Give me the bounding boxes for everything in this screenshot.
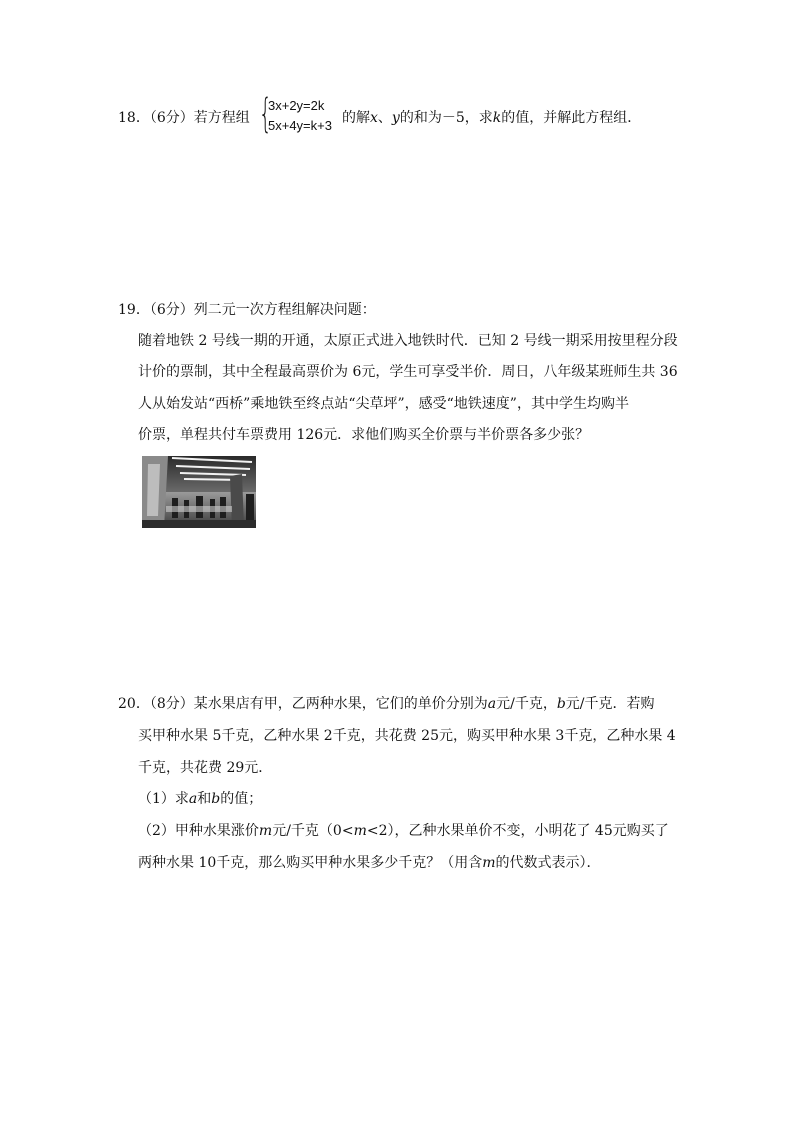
q19-title: 列二元一次方程组解决问题： xyxy=(193,302,376,318)
q19-header xyxy=(118,300,376,320)
q19-line-2: 计价的票制，其中全程最高票价为 6元，学生可享受半价．周日，八年级某班师生共 36 xyxy=(138,364,678,380)
q20-p3a: 两种水果 10千克，那么购买甲种水果多少千克？（用含 xyxy=(138,855,483,871)
q20-part-2 xyxy=(138,821,669,841)
q20-p1a: （1）求 xyxy=(138,791,189,807)
q18-tail-c: 的值，并解此方程组． xyxy=(501,110,642,126)
q20-line-3: 千克，共花费 29元． xyxy=(138,760,273,776)
var-a: a xyxy=(188,791,198,807)
q20-line-2: 买甲种水果 5千克，乙种水果 2千克，共花费 25元，购买甲种水果 3千克，乙种水果 4 xyxy=(138,728,676,744)
q20-number: 20． xyxy=(118,696,150,712)
subway-station-photo xyxy=(142,456,256,528)
var-k: k xyxy=(492,110,502,126)
q19-score: （6分） xyxy=(149,302,194,318)
var-y: y xyxy=(391,110,400,126)
q18-lead: 若方程组 xyxy=(193,110,250,126)
q20-part-1 xyxy=(138,789,262,809)
q19-line-1: 随着地铁 2 号线一期的开通，太原正式进入地铁时代．已知 2 号线一期采用按里程分段 xyxy=(138,333,678,349)
left-brace: { xyxy=(259,91,272,137)
separator: 、 xyxy=(377,110,392,126)
q20-l1c: 元/千克．若购 xyxy=(565,696,655,712)
q20-p2c: <2），乙种水果单价不变，小明花了 45元购买了 xyxy=(366,823,669,839)
var-b: b xyxy=(211,791,221,807)
q19-number: 19． xyxy=(118,302,150,318)
var-b: b xyxy=(556,696,566,712)
q20-p2b: 元/千克（0< xyxy=(272,823,354,839)
var-a: a xyxy=(487,696,497,712)
q18-tail-b: 的和为－5，求 xyxy=(399,110,493,126)
var-m: m xyxy=(482,855,496,871)
q18-score: （6分） xyxy=(149,110,194,126)
var-m: m xyxy=(353,823,367,839)
q18-tail-a: 的解 xyxy=(342,110,370,126)
q19-line-3: 人从始发站“西桥”乘地铁至终点站“尖草坪”，感受“地铁速度”，其中学生均购半 xyxy=(138,396,629,412)
q18-number: 18． xyxy=(118,110,150,126)
var-m: m xyxy=(258,823,273,839)
q20-line-1 xyxy=(118,694,655,714)
q19-line-4: 价票，单程共付车票费用 126元．求他们购买全价票与半价票各多少张？ xyxy=(138,427,590,443)
q20-p2a: （2）甲种水果涨价 xyxy=(138,823,259,839)
q20-l1a: 某水果店有甲，乙两种水果，它们的单价分别为 xyxy=(193,696,488,712)
q18-text-tail xyxy=(342,108,641,128)
equation-2: 5x+4y=k+3 xyxy=(268,118,332,133)
equation-1: 3x+2y=2k xyxy=(268,98,325,113)
q18-text-lead xyxy=(118,108,250,128)
q20-p1c: 的值； xyxy=(220,791,263,807)
q20-l1b: 元/千克， xyxy=(496,696,557,712)
equation-system xyxy=(259,91,339,140)
q20-p1b: 和 xyxy=(197,791,212,807)
var-x: x xyxy=(370,110,378,126)
q20-score: （8分） xyxy=(149,696,194,712)
q20-p3b: 的代数式表示）． xyxy=(495,855,601,871)
q20-line-part-2-cont xyxy=(138,853,601,873)
